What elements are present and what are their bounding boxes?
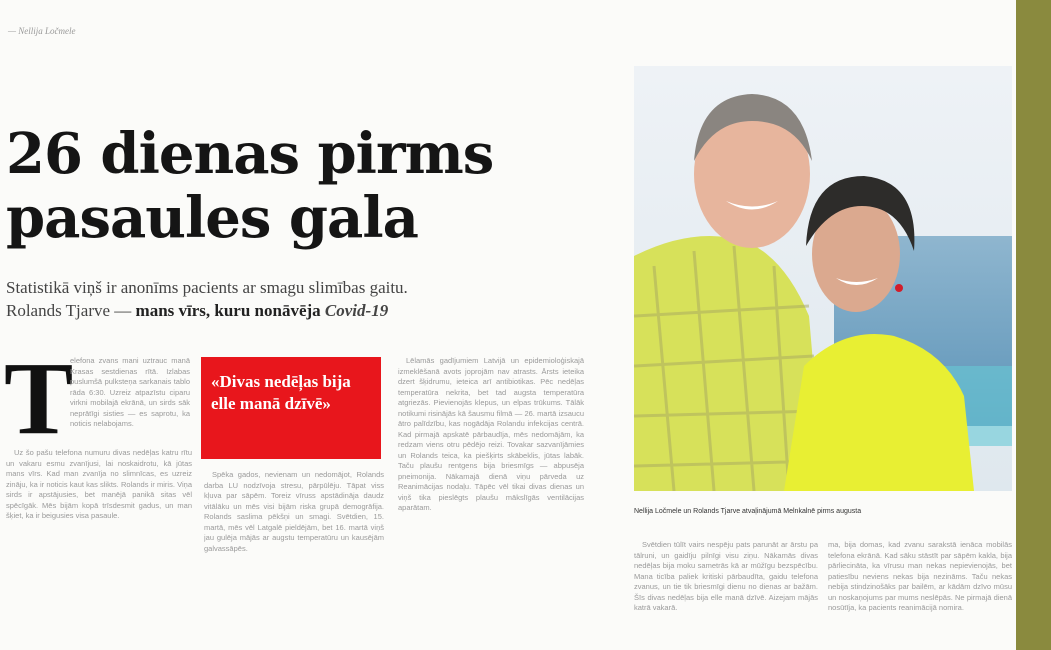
pull-quote: «Divas nedēļas bija elle manā dzīvē»	[201, 357, 381, 459]
couple-photo	[634, 66, 1012, 491]
body-column-5	[828, 540, 1012, 650]
body-paragraph: Uz šo pašu telefona numuru divas nedēļas katru rītu un vakaru esmu zvanījusi, lai noskaidrotu, kā jūtas mans vīrs. Kad man zvanīja no slimnīcas, es uzreiz zināju, ka ir noticis kaut kas slikts. Rolands ir miris. Viņa sirds ir apstājusies, bet manējā panikā sitas vēl spēcīgāk. Mēs bijām kopā trīsdesmit gadus, un man šķiet, ka ir beigusies visa pasaule.	[6, 448, 192, 520]
lead-line-2-italic: Covid-19	[320, 301, 389, 320]
body-paragraph: ma, bija domas, kad zvanu sarakstā ienāca mobilās telefona ekrānā. Kad sāku stāstīt par sāpēm kakla, bija pārliecināta, ka vīrusu man nekas nepievienojās, bet patiesību neviens nekas bija nezināms. Taču nekas nebija stindzinošāks par bailēm, ar kādām dzīvo mūsu un noskaņojums par mums neslēpās. Ne pirmajā dienā nosūtīja, ka pacients reanimācijā nomira.	[828, 540, 1012, 612]
body-paragraph: elefona zvans mani uztrauc manā Krasas sestdienas rītā. Izlabas puslumšā pulksteņa sarkanais tablo rāda 6:30. Uzreiz atpazīstu ciparu virkni mobilajā ekrānā, un sirds sāk neprātīgi sisties — es saprotu, ka noticis nelabojams.	[70, 356, 190, 428]
body-paragraph: Lēlamās gadījumiem Latvijā un epidemioloģiskajā izmeklēšanā avots joprojām nav atrasts. Ārsts ieteika dzert šķidrumu, ieteica arī antibiotikas. Pēc nedēļas temperatūra nekrita, bet tad augsta temperatūra atgriezās. Pievienojās klepus, un elpas trūkums. Tālāk notikumi risinājās kā šausmu filmā — 26. martā izsaucu ātro palīdzību, kas nogādāja Rolandu infekcijas centrā. Kad pirmajā apskatē pārbaudīja, mēs nedomājām, ka redzam viens otru pēdējo reizi. Tovakar sazvanījāmies un Rolands teica, ka piešķirts skābeklis, jūtas labāk. Taču plaušu rentgens bija briesmīgs — abpusēja pneimonija. Nākamajā dienā viņu pārveda uz Reanimācijas nodaļu. Tāpēc vēl tikai divas dienas un viņš tika pieslēgts plaušu mākslīgās ventilācijas aparātam.	[398, 356, 584, 512]
lead-line-2-bold: mans vīrs, kuru nonāvēja	[131, 301, 321, 320]
body-column-3	[398, 356, 584, 650]
body-paragraph: Svētdien tūlīt vairs nespēju pats parunāt ar ārstu pa tālruni, un gaidīju pilnīgi visu ziņu. Nākamās divas nedēļas bija moku sametrās kā ar mūžīgu bezspēcību. Mana ticība paliek kritiski pārbaudīta, gaidu telefona zvanus, un tie tik briesmīgi dienu no dienas ar bažām. Šīs divas nedēļas bija elle manā dzīvē. Aizejam mājās katrā vakarā.	[634, 540, 818, 612]
byline: — Nellija Ločmele	[8, 26, 76, 36]
photo-caption: Nellija Ločmele un Rolands Tjarve atvaļinājumā Melnkalnē pirms augusta	[634, 508, 862, 515]
body-column-1a	[70, 356, 190, 444]
body-column-1b	[6, 448, 192, 650]
headline-line-2: pasaules gala	[6, 185, 418, 251]
lead-line-2-plain: Rolands Tjarve —	[6, 301, 132, 320]
headline	[6, 122, 566, 250]
side-strip	[1016, 0, 1051, 650]
body-column-4	[634, 540, 818, 650]
headline-line-1: 26 dienas pirms	[6, 121, 494, 187]
body-column-2	[204, 470, 384, 650]
drop-cap: T	[4, 341, 74, 456]
body-paragraph: Spēka gados, nevienam un nedomājot, Rolands darba LU nodzīvoja stresu, pārpūlēju. Tāpat viss kļuva par sāpēm. Toreiz vīruss apstādināja daudz vitālāku un mēs visi bijām riska grupā demogrāfija. Rolands saslima pēkšņi un smagi. Svētdien, 15. martā, mēs vēl Latgalē pieldējām, bet 16. martā viņš jau gulēja mājās ar augstu temperatūru un kausējām galvassāpēs.	[204, 470, 384, 553]
lead-line-1: Statistikā viņš ir anonīms pacients ar smagu slimības gaitu.	[6, 278, 408, 297]
lead-paragraph	[6, 276, 606, 322]
